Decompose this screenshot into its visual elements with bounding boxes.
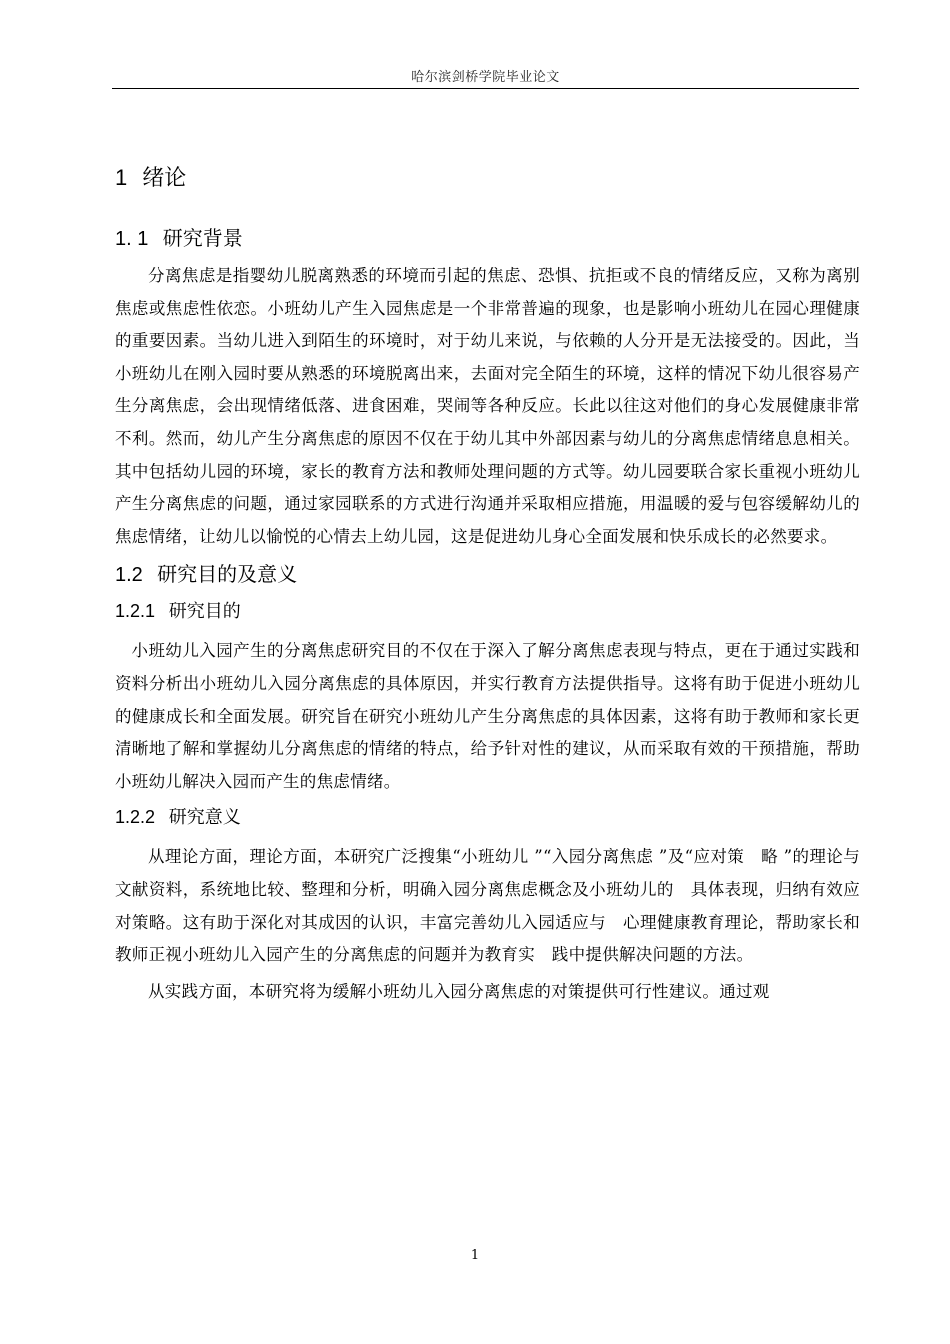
section-number: 1. 1	[115, 228, 149, 250]
page-header: 哈尔滨剑桥学院毕业论文	[411, 70, 560, 85]
document-body	[115, 160, 860, 1012]
subsection-number: 1.2.1	[115, 601, 156, 622]
subsection-heading-purpose	[115, 596, 860, 627]
header-rule	[112, 88, 859, 89]
section-title: 研究背景	[162, 226, 243, 250]
chapter-title: 绪论	[142, 166, 187, 191]
subsection-heading-significance	[115, 802, 860, 833]
section-heading-purpose-significance	[115, 557, 860, 592]
page-number: 1	[470, 1248, 480, 1263]
background-paragraph: 分离焦虑是指婴幼儿脱离熟悉的环境而引起的焦虑、恐惧、抗拒或不良的情绪反应，又称为离别焦虑或焦虑性依恋。小班幼儿产生入园焦虑是一个非常普遍的现象，也是影响小班幼儿在园心理健康的重要因素。当幼儿进入到陌生的环境时，对于幼儿来说，与依赖的人分开是无法接受的。因此，当小班幼儿在刚入园时要从熟悉的环境脱离出来，去面对完全陌生的环境，这样的情况下幼儿很容易产生分离焦虑，会出现情绪低落、进食困难，哭闹等各种反应。长此以往这对他们的身心发展健康非常不利。然而，幼儿产生分离焦虑的原因不仅在于幼儿其中外部因素与幼儿的分离焦虑情绪息息相关。其中包括幼儿园的环境，家长的教育方法和教师处理问题的方式等。幼儿园要联合家长重视小班幼儿产生分离焦虑的问题，通过家园联系的方式进行沟通并采取相应措施，用温暖的爱与包容缓解幼儿的焦虑情绪，让幼儿以愉悦的心情去上幼儿园，这是促进幼儿身心全面发展和快乐成长的必然要求。	[115, 266, 860, 546]
section-heading-background	[115, 221, 860, 256]
chapter-number: 1	[115, 165, 128, 190]
section-title: 研究目的及意义	[157, 562, 298, 587]
significance-paragraph-practice: 从实践方面，本研究将为缓解小班幼儿入园分离焦虑的对策提供可行性建议。通过观	[148, 981, 770, 1001]
subsection-number: 1.2.2	[115, 807, 156, 828]
section-number: 1.2	[115, 564, 143, 587]
purpose-paragraph: 小班幼儿入园产生的分离焦虑研究目的不仅在于深入了解分离焦虑表现与特点，更在于通过实践和资料分析出小班幼儿入园分离焦虑的具体原因，并实行教育方法提供指导。这将有助于促进小班幼儿的健康成长和全面发展。研究旨在研究小班幼儿产生分离焦虑的具体因素，这将有助于教师和家长更清晰地了解和掌握幼儿分离焦虑的情绪的特点，给予针对性的建议，从而采取有效的干预措施，帮助小班幼儿解决入园而产生的焦虑情绪。	[115, 641, 860, 791]
chapter-heading	[115, 160, 860, 197]
subsection-title: 研究目的	[168, 601, 241, 623]
subsection-title: 研究意义	[168, 807, 241, 829]
significance-paragraph-theory: 从理论方面，理论方面，本研究广泛搜集“小班幼儿 ”“入园分离焦虑 ”及“应对策 略 ”的理论与文献资料，系统地比较、整理和分析，明确入园分离焦虑概念及小班幼儿的 具体表现，归纳有效应对策略。这有助于深化对其成因的认识，丰富完善幼儿入园适应与 心理健康教育理论，帮助家长和教师正视小班幼儿入园产生的分离焦虑的问题并为教育实 践中提供解决问题的方法。	[115, 847, 860, 965]
